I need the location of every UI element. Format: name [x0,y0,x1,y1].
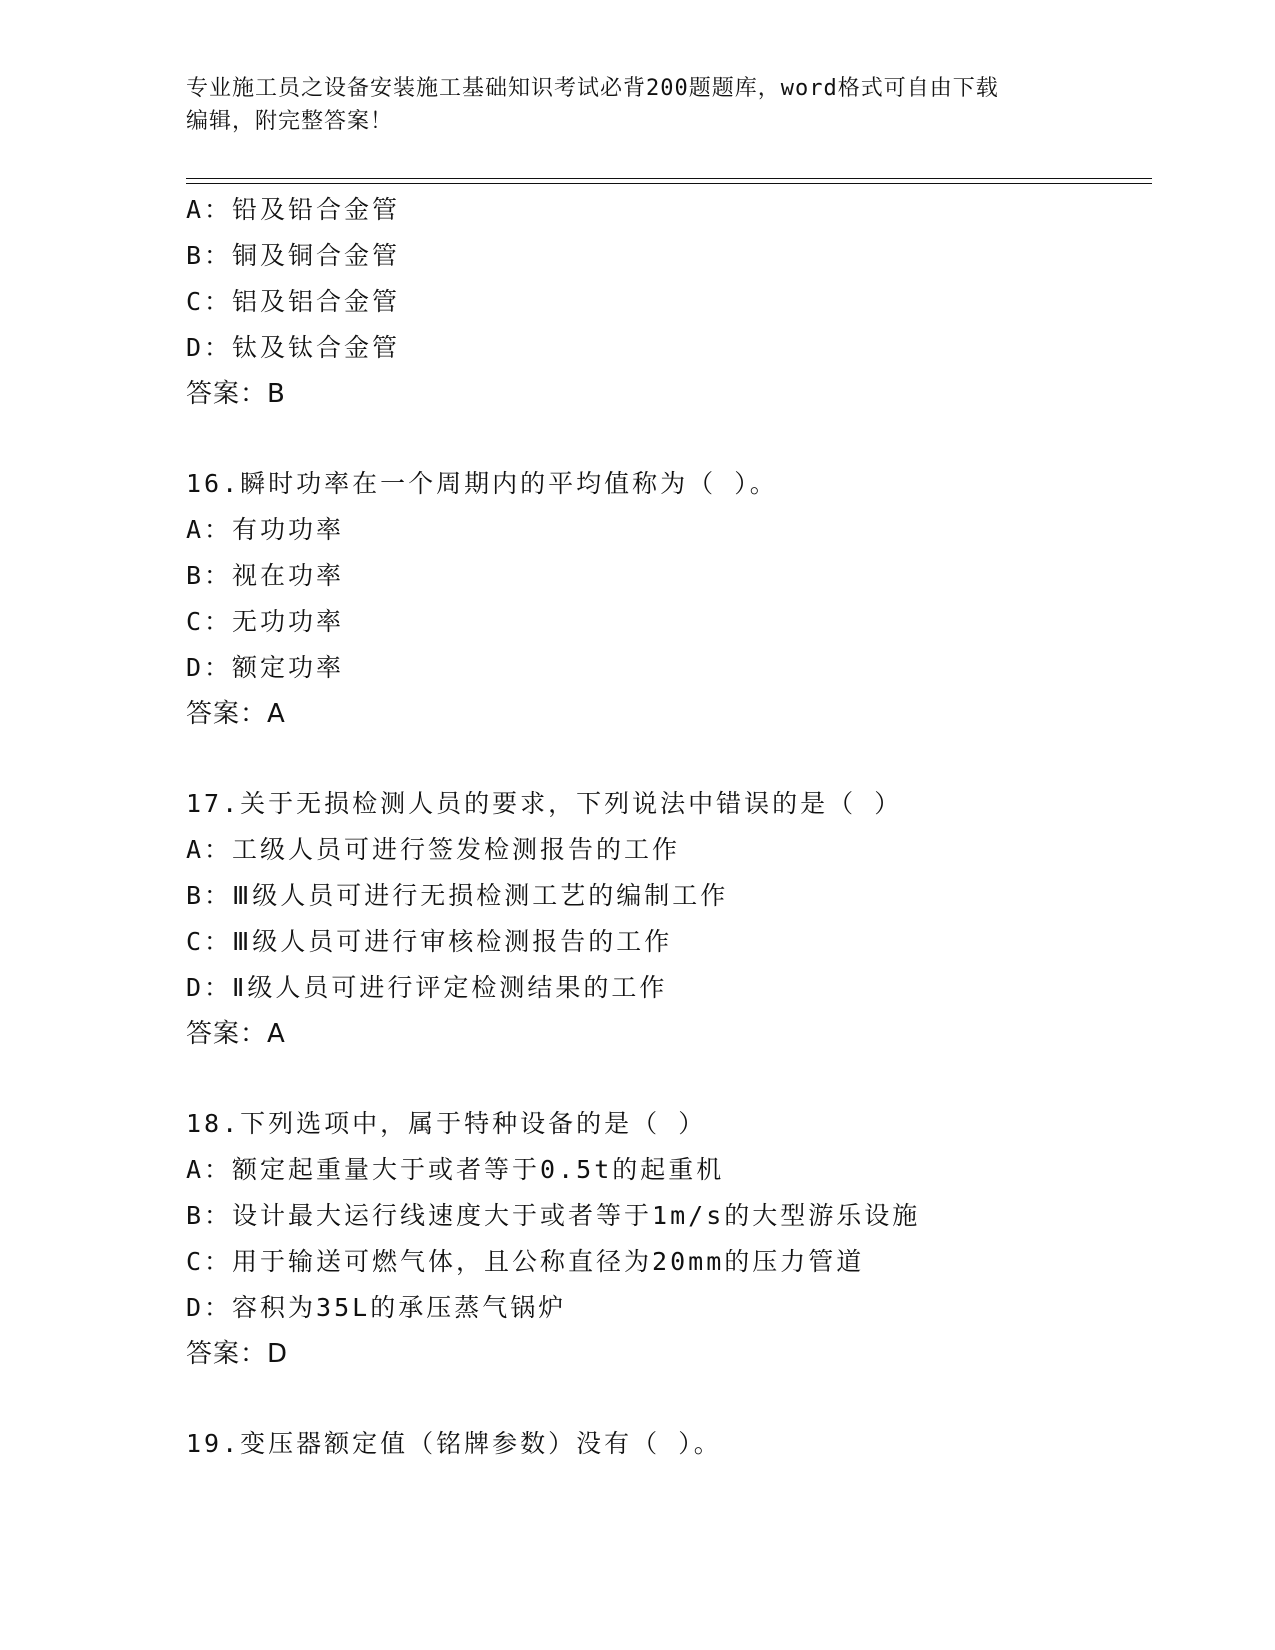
option-d: D：Ⅱ级人员可进行评定检测结果的工作 [186,973,668,1002]
option-b: B：视在功率 [186,561,345,590]
header-divider-top [186,178,1152,179]
answer-line: 答案：D [186,1339,289,1369]
option-b: B：Ⅲ级人员可进行无损检测工艺的编制工作 [186,881,729,910]
answer-line: 答案：A [186,699,286,729]
option-a: A：有功功率 [186,515,345,544]
question-17 [186,781,1146,1057]
question-15 [186,187,1146,417]
question-title: 19.变压器额定值（铭牌参数）没有（ ）。 [186,1429,722,1458]
option-c: C：无功功率 [186,607,345,636]
question-list [186,187,1146,1467]
option-a: A：工级人员可进行签发检测报告的工作 [186,835,681,864]
answer-line: 答案：B [186,379,286,409]
question-18 [186,1101,1146,1377]
option-b: B：设计最大运行线速度大于或者等于1m/s的大型游乐设施 [186,1201,921,1230]
question-16 [186,461,1146,737]
header-title-line1: 专业施工员之设备安装施工基础知识考试必背200题题库，word格式可自由下载 [186,76,999,101]
option-c: C：铝及铝合金管 [186,287,401,316]
document-header [186,72,1086,138]
question-19 [186,1421,1146,1467]
option-d: D：容积为35L的承压蒸气锅炉 [186,1293,567,1322]
header-title-line2: 编辑，附完整答案！ [186,109,394,134]
option-c: C：Ⅲ级人员可进行审核检测报告的工作 [186,927,673,956]
question-title: 18.下列选项中，属于特种设备的是（ ） [186,1109,707,1138]
option-a: A：额定起重量大于或者等于0.5t的起重机 [186,1155,725,1184]
option-d: D：额定功率 [186,653,345,682]
header-divider-bottom [186,183,1152,184]
question-title: 17.关于无损检测人员的要求，下列说法中错误的是（ ） [186,789,903,818]
option-d: D：钛及钛合金管 [186,333,401,362]
answer-line: 答案：A [186,1019,286,1049]
option-c: C：用于输送可燃气体，且公称直径为20mm的压力管道 [186,1247,865,1276]
option-b: B：铜及铜合金管 [186,241,401,270]
question-title: 16.瞬时功率在一个周期内的平均值称为（ ）。 [186,469,778,498]
option-a: A：铅及铅合金管 [186,195,401,224]
